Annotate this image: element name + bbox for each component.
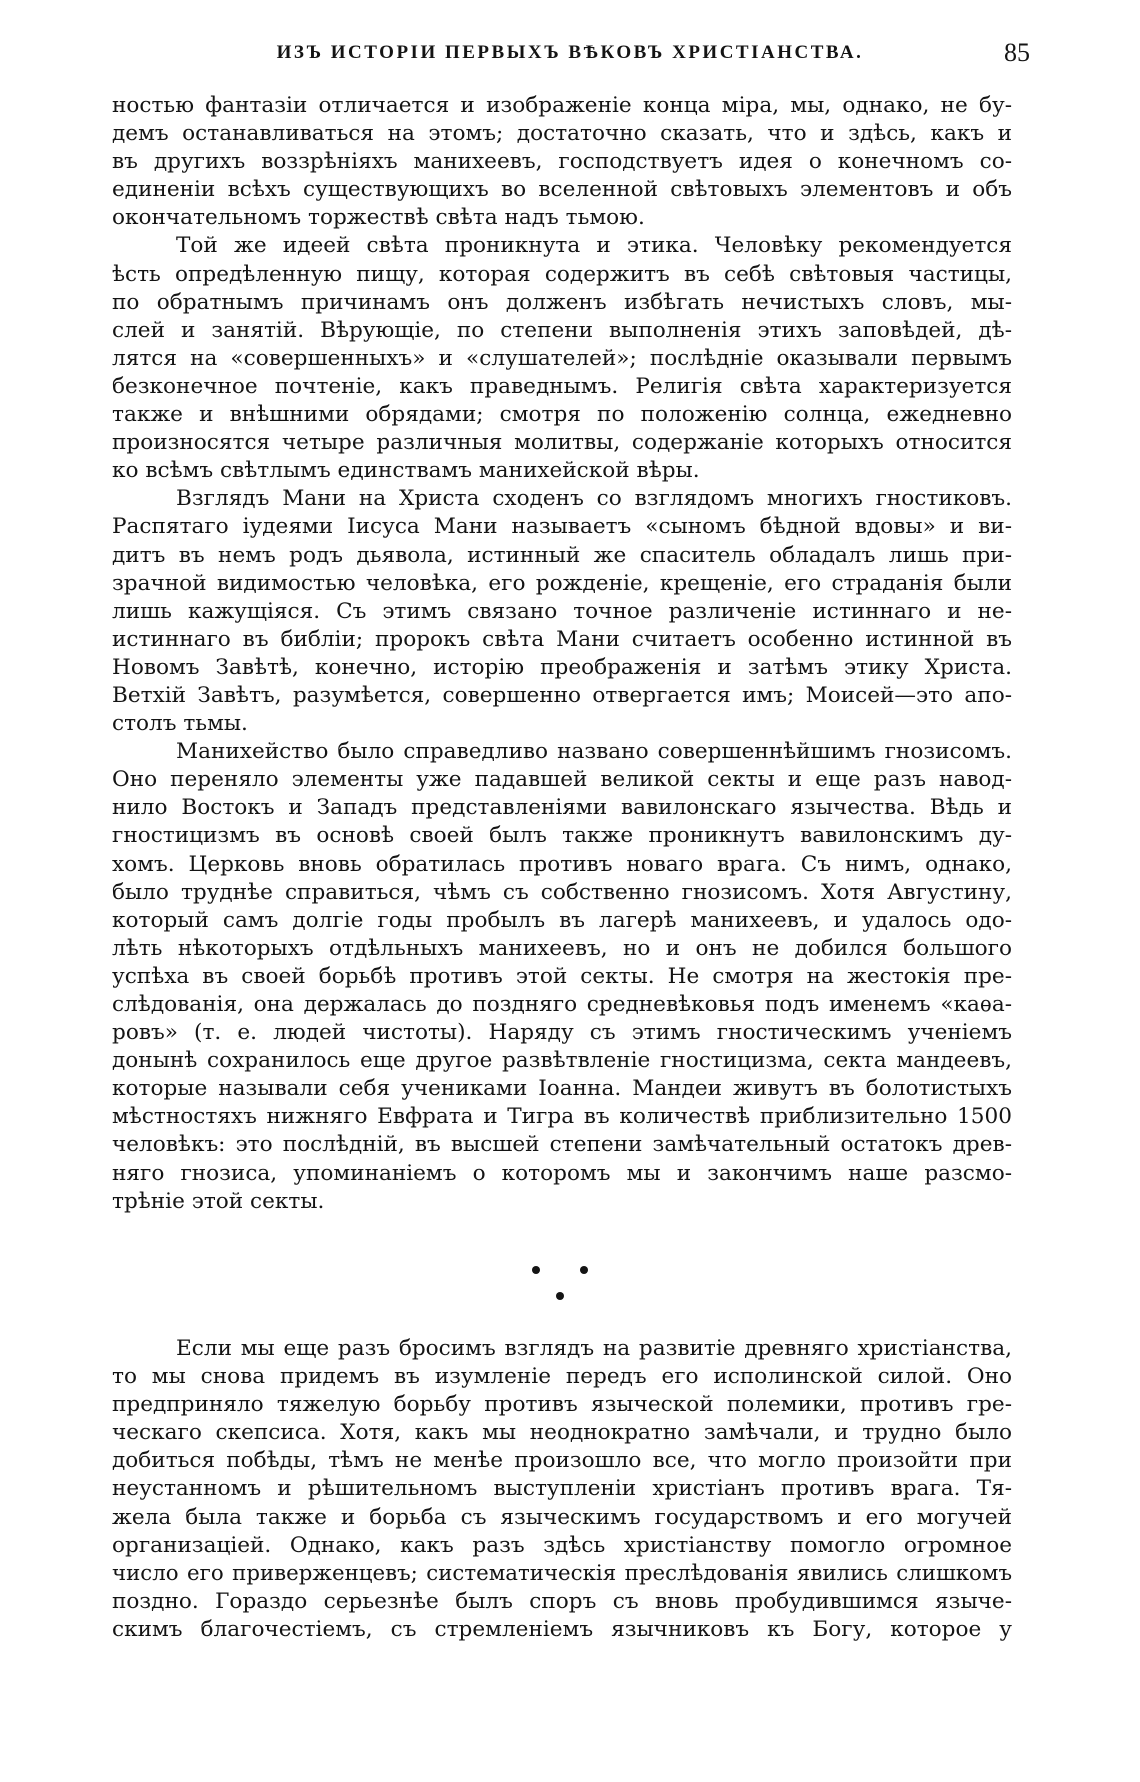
text-line: организаціей. Однако, какъ разъ здѣсь христіанству помогло огромное (112, 1532, 1012, 1558)
text-line: добиться побѣды, тѣмъ не менѣе произошло все, что могло произойти при (112, 1448, 1012, 1474)
text-line: жела была также и борьба съ языческимъ государствомъ и его могучей (112, 1504, 1012, 1530)
text-line: Распятаго іудеями Іисуса Мани называетъ «сыномъ бѣдной вдовы» и ви- (112, 514, 1012, 540)
text-line: донынѣ сохранилось еще другое развѣтвленіе гностицизма, секта мандеевъ, (112, 1048, 1012, 1074)
text-line: единеніи всѣхъ существующихъ во вселенной свѣтовыхъ элементовъ и объ (112, 177, 1012, 203)
text-line: окончательномъ торжествѣ свѣта надъ тьмою. (112, 205, 645, 231)
section-two (112, 1335, 1012, 1644)
running-head (110, 38, 1030, 76)
text-line: мѣстностяхъ нижняго Евфрата и Тигра въ количествѣ приблизительно 1500 (112, 1104, 1012, 1130)
text-line: нило Востокъ и Западъ представленіями вавилонскаго язычества. Вѣдь и (112, 795, 1012, 821)
text-line: лишь кажущіяся. Съ этимъ связано точное различеніе истиннаго и не- (112, 598, 1012, 624)
paragraph (112, 92, 1012, 232)
text-line: няго гнозиса, упоминаніемъ о которомъ мы и закончимъ наше разсмо- (112, 1160, 1012, 1186)
page-number: 85 (1004, 38, 1030, 67)
text-line: Взглядъ Мани на Христа сходенъ со взглядомъ многихъ гностиковъ. (176, 486, 1012, 512)
text-line: дитъ въ немъ родъ дьявола, истинный же спаситель обладалъ лишь при- (112, 542, 1012, 568)
separator-dot (580, 1266, 588, 1274)
body-text (112, 92, 1012, 1216)
text-line: было труднѣе справиться, чѣмъ съ собственно гнозисомъ. Хотя Августину, (112, 879, 1012, 905)
text-line: по обратнымъ причинамъ онъ долженъ избѣгать нечистыхъ словъ, мы- (112, 289, 1012, 315)
text-line: Ветхій Завѣтъ, разумѣется, совершенно отвергается имъ; Моисей—это апо- (112, 682, 1012, 708)
text-line: гностицизмъ въ основѣ своей былъ также проникнутъ вавилонскимъ ду- (112, 823, 1012, 849)
text-line: ческаго скепсиса. Хотя, какъ мы неоднократно замѣчали, и трудно было (112, 1420, 1012, 1446)
text-line: зрачной видимостью человѣка, его рожденіе, крещеніе, его страданія были (112, 570, 1012, 596)
text-line: ѣсть опредѣленную пищу, которая содержитъ въ себѣ свѣтовыя частицы, (112, 261, 1012, 287)
text-line: число его приверженцевъ; систематическія преслѣдованія явились слишкомъ (112, 1560, 1012, 1586)
text-line: трѣніе этой секты. (112, 1188, 325, 1214)
text-line: произносятся четыре различныя молитвы, содержаніе которыхъ относится (112, 430, 1012, 456)
text-line: то мы снова придемъ въ изумленіе передъ его исполинской силой. Оно (112, 1364, 1012, 1390)
text-line: предприняло тяжелую борьбу противъ языческой полемики, противъ гре- (112, 1392, 1012, 1418)
text-line: безконечное почтеніе, какъ праведнымъ. Религія свѣта характеризуется (112, 373, 1012, 399)
text-line: Новомъ Завѣтѣ, конечно, исторію преображенія и затѣмъ этику Христа. (112, 654, 1012, 680)
text-line: Той же идеей свѣта проникнута и этика. Человѣку рекомендуется (176, 233, 1012, 259)
text-line: который самъ долгіе годы пробылъ въ лагерѣ манихеевъ, и удалось одо- (112, 907, 1012, 933)
paragraph (112, 232, 1012, 485)
text-line: также и внѣшними обрядами; смотря по положенію солнца, ежедневно (112, 402, 1012, 428)
text-line: скимъ благочестіемъ, съ стремленіемъ язычниковъ къ Богу, которое у (112, 1616, 1012, 1642)
text-line: Манихейство было справедливо названо совершеннѣйшимъ гнозисомъ. (176, 739, 1012, 765)
text-line: Оно переняло элементы уже падавшей великой секты и еще разъ навод- (112, 767, 1012, 793)
text-line: лѣть нѣкоторыхъ отдѣльныхъ манихеевъ, но и онъ не добился большого (112, 935, 1012, 961)
paragraph (112, 1335, 1012, 1644)
text-line: Если мы еще разъ бросимъ взглядъ на развитіе древняго христіанства, (176, 1336, 1012, 1361)
text-line: человѣкъ: это послѣдній, въ высшей степени замѣчательный остатокъ древ- (112, 1132, 1012, 1158)
text-line: которые называли себя учениками Іоанна. Мандеи живутъ въ болотистыхъ (112, 1076, 1012, 1102)
text-line: въ другихъ воззрѣніяхъ манихеевъ, господствуетъ идея о конечномъ со- (112, 149, 1012, 175)
separator-dot (556, 1292, 564, 1300)
running-title: ИЗЪ ИСТОРІИ ПЕРВЫХЪ ВѢКОВЪ ХРИСТІАНСТВА. (276, 42, 864, 63)
text-line: лятся на «совершенныхъ» и «слушателей»; послѣдніе оказывали первымъ (112, 345, 1012, 371)
separator-dot (532, 1266, 540, 1274)
text-line: хомъ. Церковь вновь обратилась противъ новаго врага. Съ нимъ, однако, (112, 851, 1012, 877)
text-line: поздно. Гораздо серьезнѣе былъ споръ съ вновь пробудившимся языче- (112, 1588, 1012, 1614)
text-line: ровъ» (т. е. людей чистоты). Наряду съ этимъ гностическимъ ученіемъ (112, 1020, 1012, 1046)
text-line: слѣдованія, она держалась до поздняго средневѣковья подъ именемъ «каѳа- (112, 992, 1012, 1017)
section-separator (0, 1262, 1140, 1312)
text-line: слей и занятій. Вѣрующіе, по степени выполненія этихъ заповѣдей, дѣ- (112, 317, 1012, 343)
text-line: истиннаго въ библіи; пророкъ свѣта Мани считаетъ особенно истинной въ (112, 626, 1012, 652)
text-line: столъ тьмы. (112, 711, 248, 737)
paragraph (112, 485, 1012, 738)
text-line: успѣха въ своей борьбѣ противъ этой секты. Не смотря на жестокія пре- (112, 963, 1012, 989)
paragraph (112, 738, 1012, 1216)
text-line: демъ останавливаться на этомъ; достаточно сказать, что и здѣсь, какъ и (112, 121, 1012, 147)
text-line: неустанномъ и рѣшительномъ выступленіи христіанъ противъ врага. Тя- (112, 1476, 1012, 1502)
text-line: ко всѣмъ свѣтлымъ единствамъ манихейской вѣры. (112, 458, 700, 484)
text-line: ностью фантазіи отличается и изображеніе конца міра, мы, однако, не бу- (112, 93, 1012, 118)
